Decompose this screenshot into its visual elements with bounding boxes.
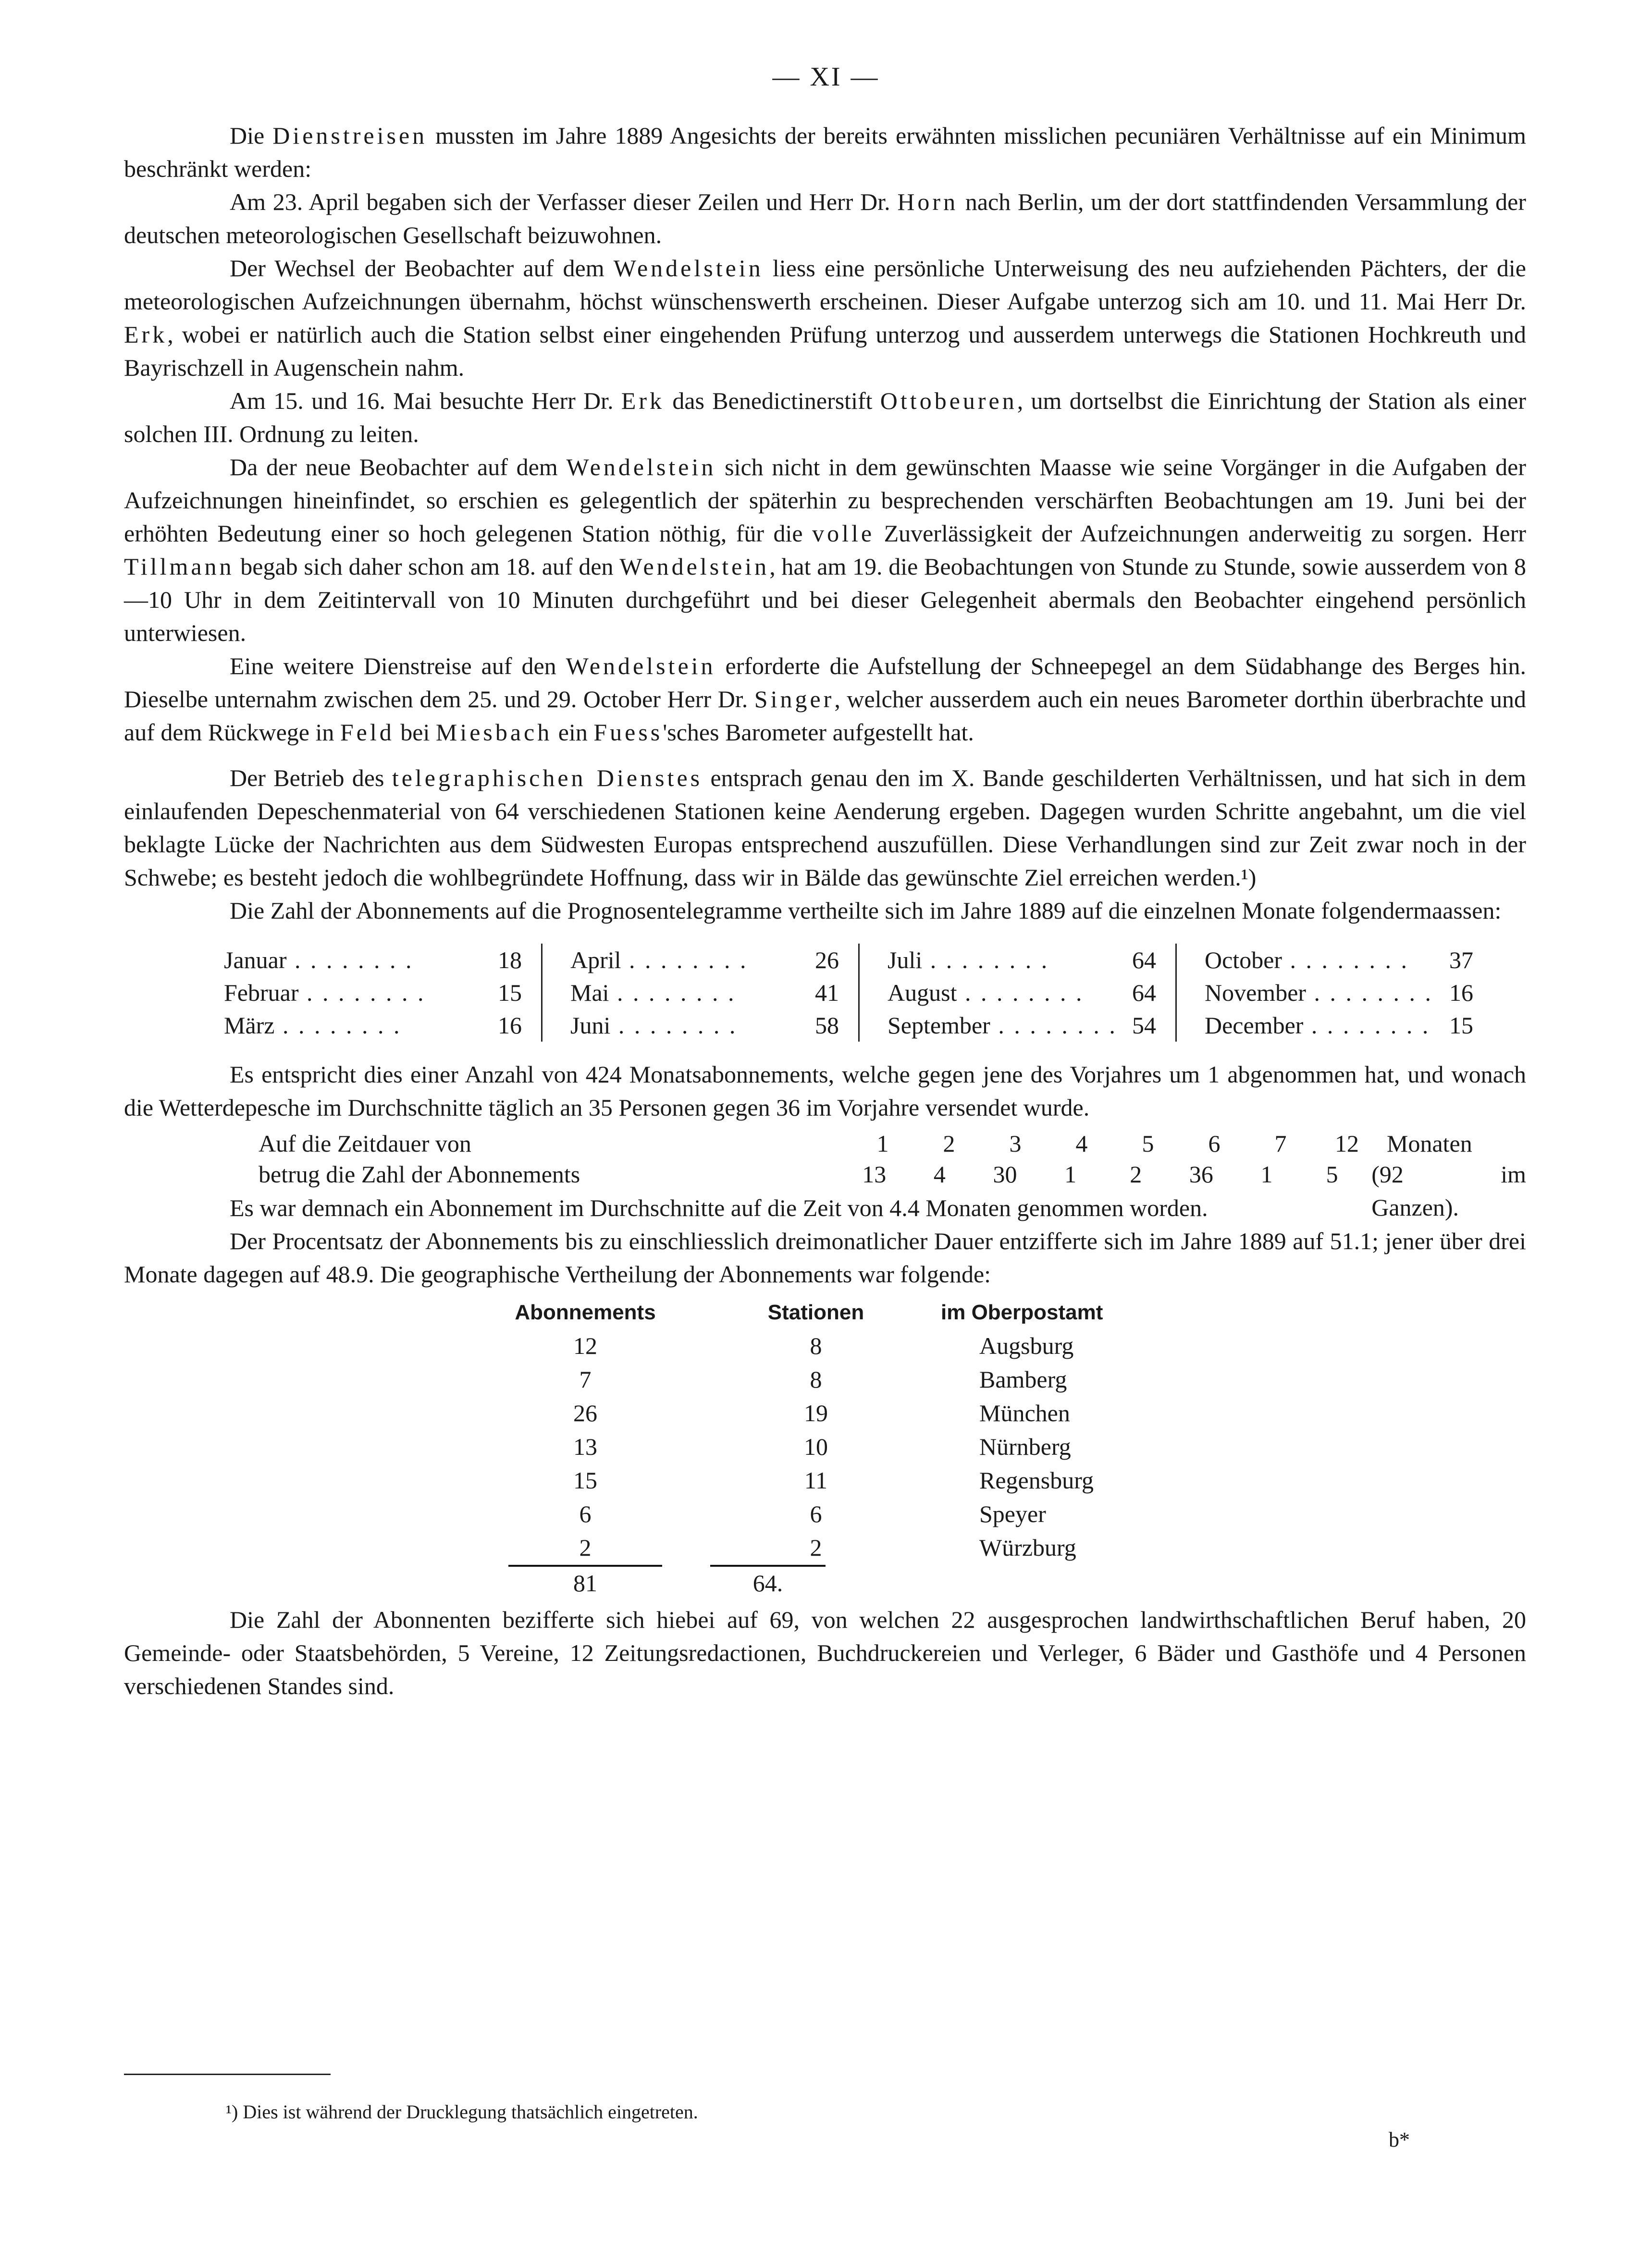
cell-stationen: 10 <box>804 1433 828 1460</box>
month-row <box>224 976 522 1009</box>
spaced-term: Erk <box>621 387 665 414</box>
paragraph <box>124 894 1526 927</box>
spaced-term: Wendelstein <box>566 454 716 480</box>
footnote: ¹) Dies ist während der Drucklegung thatsächlich eingetreten. <box>226 2101 698 2123</box>
text-run: mussten im Jahre 1889 Angesichts der bereits erwähnten misslichen pecuniären Verhältnisse auf ein Minimum beschränkt werden: <box>124 122 1526 182</box>
geographic-table <box>480 1296 1296 1598</box>
month-name: August . . . <box>888 976 1127 1009</box>
month-value: 64 <box>1132 979 1156 1006</box>
cell-oberpostamt: München <box>979 1400 1070 1426</box>
month-row <box>888 976 1156 1009</box>
month-row <box>888 944 1156 976</box>
month-name: December . . . <box>1205 1009 1444 1042</box>
spaced-term: Ottobeuren <box>880 387 1017 414</box>
month-row <box>1205 944 1473 976</box>
month-column <box>541 944 858 1042</box>
month-row <box>570 1009 839 1042</box>
text-run: Am 23. April begaben sich der Verfasser dieser Zeilen und Herr Dr. <box>230 188 898 215</box>
spaced-term: Singer <box>754 686 835 713</box>
spaced-term: volle <box>812 520 875 547</box>
geo-table-body <box>480 1329 1296 1565</box>
month-column <box>224 944 541 1042</box>
month-value: 37 <box>1449 946 1473 973</box>
duration-value: 2 <box>943 1130 955 1157</box>
cell-stationen: 8 <box>810 1332 822 1359</box>
cell-oberpostamt: Würzburg <box>979 1534 1076 1561</box>
total-stationen: 64. <box>710 1565 826 1598</box>
text-run: Eine weitere Dienstreise auf den <box>230 652 566 679</box>
paragraph <box>124 252 1526 384</box>
month-column <box>858 944 1175 1042</box>
table-row <box>480 1363 1296 1397</box>
month-value: 58 <box>815 1012 839 1039</box>
spaced-term: Fuess <box>593 719 663 746</box>
paragraph-monthly-summary: Es entspricht dies einer Anzahl von 424 Monatsabonnements, welche gegen jene des Vorjahres um 1 abgenommen hat, und wonach die Wetterdepesche im Durchschnitte täglich an 35 Personen gegen 36 im Vorjahre versendet wurde. <box>124 1061 1526 1121</box>
text-run: Am 15. und 16. Mai besuchte Herr Dr. <box>230 387 621 414</box>
text-run: bei <box>394 719 436 746</box>
cell-abonnements: 2 <box>579 1534 592 1561</box>
duration-value: 1 <box>876 1130 889 1157</box>
table-row <box>480 1430 1296 1464</box>
duration-value: 12 <box>1335 1130 1359 1157</box>
month-row <box>224 944 522 976</box>
month-value: 54 <box>1132 1012 1156 1039</box>
spaced-term: Feld <box>340 719 395 746</box>
duration-value: 1 <box>1064 1161 1077 1188</box>
paragraph <box>124 762 1526 894</box>
spaced-term: Wendelstein <box>613 255 764 282</box>
text-run: Die <box>230 122 273 149</box>
month-row <box>570 944 839 976</box>
cell-oberpostamt: Bamberg <box>979 1366 1067 1393</box>
cell-abonnements: 13 <box>573 1433 597 1460</box>
duration-value: 5 <box>1326 1161 1338 1188</box>
spaced-term: Wendelstein <box>619 553 770 580</box>
cell-abonnements: 26 <box>573 1400 597 1426</box>
paragraph-final: Die Zahl der Abonnenten bezifferte sich hiebei auf 69, von welchen 22 ausgesprochen landwirthschaftlichen Beruf haben, 20 Gemeinde- oder Staatsbehörden, 5 Vereine, 12 Zeitungsredactionen, Buchdruckereien und Verleger, 6 Bäder und Gasthöfe und 4 Personen verschiedenen Standes sind. <box>124 1606 1526 1699</box>
text-run: , welcher ausserdem auch ein neues Barometer dorthin überbrachte und auf dem Rückwege in <box>124 686 1526 746</box>
cell-oberpostamt: Augsburg <box>979 1332 1074 1359</box>
cell-abonnements: 6 <box>579 1500 592 1527</box>
text-run: , wobei er natürlich auch die Station selbst einer eingehenden Prüfung unterzog und ausserdem unterwegs die Stationen Hochkreuth und Bayrischzell in Augenschein nahm. <box>124 321 1526 381</box>
table-row <box>480 1397 1296 1430</box>
duration-value: 1 <box>1260 1161 1273 1188</box>
month-name: September . . . <box>888 1009 1127 1042</box>
paragraph <box>124 185 1526 252</box>
cell-stationen: 6 <box>810 1500 822 1527</box>
month-value: 16 <box>1449 979 1473 1006</box>
text-run: Die Zahl der Abonnements auf die Prognosentelegramme vertheilte sich im Jahre 1889 auf die einzelnen Monate folgendermaassen: <box>230 897 1502 924</box>
table-row <box>480 1498 1296 1531</box>
intro-paragraphs <box>124 119 1526 927</box>
duration-value: 4 <box>933 1161 946 1188</box>
text-run: Der Wechsel der Beobachter auf dem <box>230 255 614 282</box>
paragraph <box>124 650 1526 749</box>
month-column <box>1175 944 1492 1042</box>
duration-label: Auf die Zeitdauer von <box>259 1130 471 1157</box>
month-name: April . . . <box>570 944 810 976</box>
duration-tail: Monaten <box>1387 1130 1472 1157</box>
geo-table-header <box>480 1296 1296 1329</box>
spaced-term: telegraphischen Dienstes <box>392 764 703 791</box>
spaced-term: Erk <box>124 321 168 348</box>
duration-value: 36 <box>1189 1161 1213 1188</box>
month-name: Juli . . . <box>888 944 1127 976</box>
cell-abonnements: 15 <box>573 1467 597 1494</box>
paragraph <box>124 119 1526 185</box>
paragraph-average: Es war demnach ein Abonnement im Durchschnitte auf die Zeit von 4.4 Monaten genommen worden. <box>230 1194 1208 1221</box>
duration-value: 6 <box>1208 1130 1221 1157</box>
paragraph <box>124 451 1526 650</box>
text-run: , um dortselbst die Einrichtung der Station als einer solchen III. Ordnung zu leiten. <box>124 387 1526 447</box>
header-oberpostamt: im Oberpostamt <box>941 1301 1103 1324</box>
table-row <box>480 1329 1296 1363</box>
page-number: — XI — <box>772 62 880 92</box>
paragraph-percentage: Der Procentsatz der Abonnements bis zu einschliesslich dreimonatlicher Dauer entzifferte sich im Jahre 1889 auf 51.1; jener über drei Monate dagegen auf 48.9. Die geographische Vertheilung der Abonnements war folgende: <box>124 1228 1526 1288</box>
month-name: Januar . . . <box>224 944 493 976</box>
text-run: , hat am 19. die Beobachtungen von Stunde zu Stunde, sowie ausserdem von 8—10 Uhr in dem Zeitintervall von 10 Minuten durchgeführt und bei dieser Gelegenheit abermals den Beobachter eingehend persönlich unterwiesen. <box>124 553 1526 646</box>
text-run: Da der neue Beobachter auf dem <box>230 454 567 480</box>
month-row <box>570 976 839 1009</box>
month-value: 41 <box>815 979 839 1006</box>
month-value: 26 <box>815 946 839 973</box>
month-row <box>1205 1009 1473 1042</box>
month-row <box>224 1009 522 1042</box>
text-run: sich nicht in dem gewünschten Maasse wie seine Vorgänger in die Aufgaben der Aufzeichnungen hineinfindet, so erschien es gelegentlich der späterhin zu besprechenden verschärften Beobachtungen am 19. Juni bei der erhöhten Bedeutung einer so hoch gelegenen Station nöthig, für die <box>124 454 1526 547</box>
text-run: nach Berlin, um der dort stattfindenden Versammlung der deutschen meteorologischen Gesellschaft beizuwohnen. <box>124 188 1526 248</box>
duration-value: 2 <box>1130 1161 1142 1188</box>
header-abonnements: Abonnements <box>515 1301 656 1324</box>
spaced-term: Dienstreisen <box>272 122 428 149</box>
text-run: 'sches Barometer aufgestellt hat. <box>663 719 974 746</box>
spaced-term: Miesbach <box>435 719 553 746</box>
table-row <box>480 1464 1296 1498</box>
paragraph <box>124 384 1526 451</box>
duration-value: 4 <box>1075 1130 1088 1157</box>
month-value: 16 <box>498 1012 522 1039</box>
duration-value: 5 <box>1142 1130 1154 1157</box>
text-run: entsprach genau den im X. Bande geschilderten Verhältnissen, und hat sich in dem einlaufenden Depeschenmaterial von 64 verschiedenen Stationen keine Aenderung ergeben. Dagegen wurden Schritte angebahnt, um die viel beklagte Lücke der Nachrichten aus dem Südwesten Europas entsprechend auszufüllen. Diese Verhandlungen sind zur Zeit zwar noch in der Schwebe; es besteht jedoch die wohlbegründete Hoffnung, dass wir in Bälde das gewünschte Ziel erreichen werden.¹) <box>124 764 1527 891</box>
cell-oberpostamt: Nürnberg <box>979 1433 1071 1460</box>
footnote-rule <box>124 2074 331 2075</box>
table-row <box>480 1531 1296 1565</box>
month-name: Juni . . . <box>570 1009 810 1042</box>
body-text <box>124 119 1526 1703</box>
spaced-term: Tillmann <box>124 553 234 580</box>
duration-count-label: betrug die Zahl der Abonnements <box>259 1161 580 1188</box>
duration-value: 30 <box>993 1161 1017 1188</box>
month-value: 18 <box>498 946 522 973</box>
month-name: Mai . . . <box>570 976 810 1009</box>
signature-mark: b* <box>1389 2128 1410 2151</box>
duration-value: 7 <box>1274 1130 1287 1157</box>
text-run: Zuverlässigkeit der Aufzeichnungen anderweitig zu sorgen. Herr <box>875 520 1526 547</box>
duration-value: 13 <box>862 1161 887 1188</box>
cell-abonnements: 7 <box>579 1366 592 1393</box>
spaced-term: Wendelstein <box>566 652 716 679</box>
spaced-term: Horn <box>897 188 959 215</box>
text-run: ein <box>552 719 594 746</box>
cell-oberpostamt: Speyer <box>979 1500 1046 1527</box>
duration-value: 3 <box>1009 1130 1022 1157</box>
total-abonnements: 81 <box>508 1565 662 1598</box>
duration-tail: (92 im Ganzen). <box>1371 1161 1527 1221</box>
cell-stationen: 11 <box>804 1467 828 1494</box>
month-value: 15 <box>498 979 522 1006</box>
text-run: erforderte die Aufstellung der Schneepegel an dem Südabhange des Berges hin. Dieselbe unternahm zwischen dem 25. und 29. October Herr Dr. <box>124 652 1526 713</box>
month-value: 64 <box>1132 946 1156 973</box>
cell-stationen: 2 <box>810 1534 822 1561</box>
cell-stationen: 19 <box>804 1400 828 1426</box>
duration-row-months <box>259 1127 1526 1158</box>
header-stationen: Stationen <box>767 1301 864 1324</box>
month-name: November . . . <box>1205 976 1444 1009</box>
text-run: liess eine persönliche Unterweisung des neu aufziehenden Pächters, der die meteorologischen Aufzeichnungen übernahm, höchst wünschenswerth erscheinen. Dieser Aufgabe unterzog sich am 10. und 11. Mai Herr Dr. <box>124 255 1526 315</box>
text-run: begab sich daher schon am 18. auf den <box>234 553 620 580</box>
month-name: März . . . <box>224 1009 493 1042</box>
geo-table-totals <box>480 1565 1296 1598</box>
month-row <box>1205 976 1473 1009</box>
month-name: October . . . <box>1205 944 1444 976</box>
cell-stationen: 8 <box>810 1366 822 1393</box>
cell-oberpostamt: Regensburg <box>979 1467 1094 1494</box>
month-name: Februar . . . <box>224 976 493 1009</box>
month-row <box>888 1009 1156 1042</box>
month-value: 15 <box>1449 1012 1473 1039</box>
text-run: das Benedictinerstift <box>665 387 880 414</box>
text-run: Der Betrieb des <box>230 764 392 791</box>
monthly-subscriptions-table <box>224 944 1492 1042</box>
cell-abonnements: 12 <box>573 1332 597 1359</box>
